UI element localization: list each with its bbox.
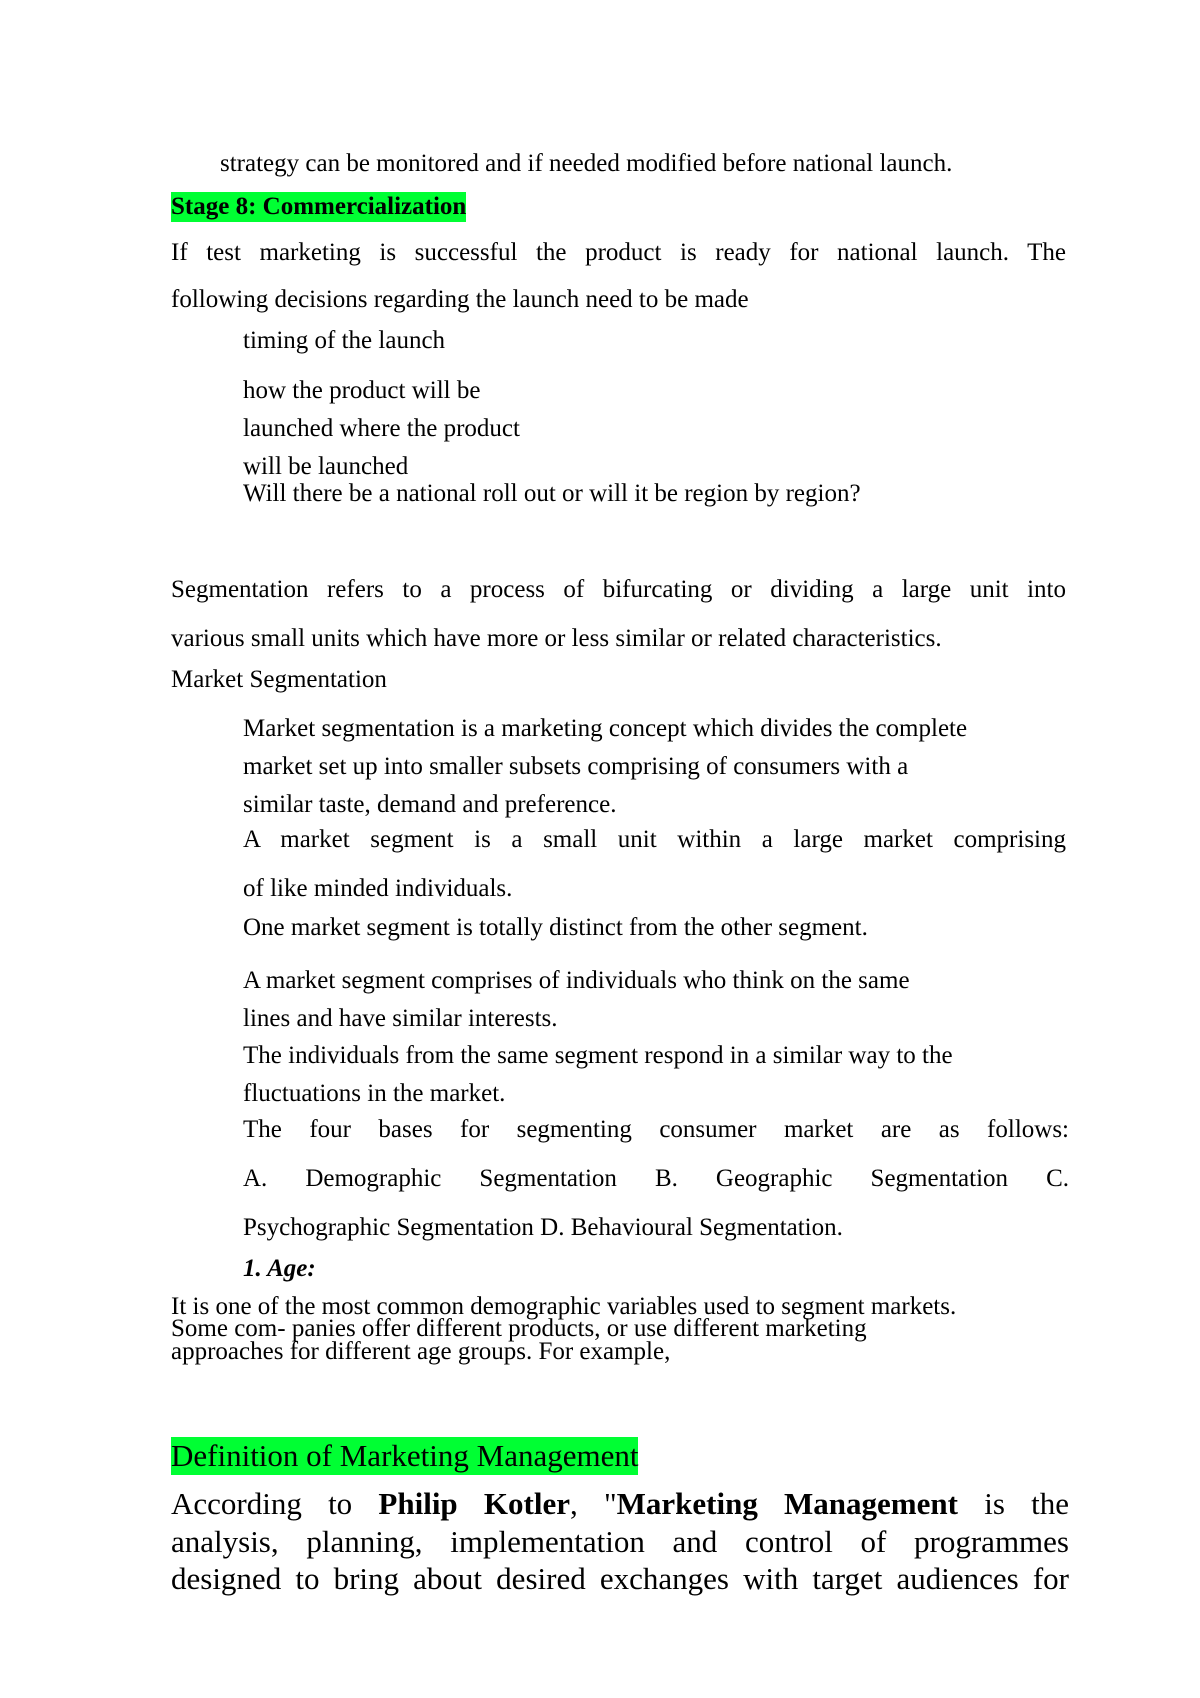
subheading-age: 1. Age: — [243, 1255, 316, 1282]
list-item: Will there be a national roll out or will it be region by region? — [243, 480, 861, 507]
text-line: A. Demographic Segmentation B. Geographic Segmentation C. — [243, 1165, 1069, 1192]
term-marketing-management: Marketing Management — [616, 1486, 958, 1521]
text-line: similar taste, demand and preference. — [243, 791, 617, 818]
author-name: Philip Kotler — [378, 1486, 570, 1521]
text-line: of like minded individuals. — [243, 875, 513, 902]
text-line: analysis, planning, implementation and control of programmes — [171, 1524, 1069, 1559]
text-line: If test marketing is successful the product is ready for national launch. The — [171, 239, 1066, 266]
list-item: timing of the launch — [243, 327, 446, 354]
text-line: A market segment comprises of individuals who think on the same — [243, 967, 910, 994]
text-line: strategy can be monitored and if needed modified before national launch. — [220, 150, 953, 177]
text-line: Some com- panies offer different products, or use different marketing — [171, 1315, 867, 1342]
text-line: Market segmentation is a marketing concept which divides the complete — [243, 715, 968, 742]
text-line — [171, 1485, 1069, 1523]
text-line: The four bases for segmenting consumer market are as follows: — [243, 1116, 1069, 1143]
list-item: how the product will be — [243, 377, 481, 404]
text-line: fluctuations in the market. — [243, 1080, 506, 1107]
list-item: launched where the product — [243, 415, 520, 442]
text-line: Psychographic Segmentation D. Behavioural Segmentation. — [243, 1214, 843, 1241]
text-line: One market segment is totally distinct from the other segment. — [243, 914, 868, 941]
section-heading-stage-8: Stage 8: Commercialization — [171, 193, 467, 220]
text-line: lines and have similar interests. — [243, 1005, 558, 1032]
list-item: will be launched — [243, 453, 409, 480]
text-line: A market segment is a small unit within a large market comprising — [243, 826, 1066, 853]
text-line: Segmentation refers to a process of bifurcating or dividing a large unit into — [171, 576, 1066, 603]
section-heading-definition: Definition of Marketing Management — [171, 1438, 639, 1473]
text-span: is the — [984, 1486, 1069, 1521]
text-line: market set up into smaller subsets comprising of consumers with a — [243, 753, 909, 780]
text-line: following decisions regarding the launch need to be made — [171, 286, 749, 313]
text-line: various small units which have more or less similar or related characteristics. — [171, 625, 942, 652]
text-line: It is one of the most common demographic variables used to segment markets. — [171, 1293, 957, 1320]
text-line: approaches for different age groups. For example, — [171, 1338, 671, 1365]
text-span: According to — [171, 1486, 353, 1521]
text-span: , " — [569, 1486, 617, 1521]
text-line: The individuals from the same segment respond in a similar way to the — [243, 1042, 953, 1069]
subheading-market-segmentation: Market Segmentation — [171, 666, 387, 693]
text-line: designed to bring about desired exchanges with target audiences for — [171, 1561, 1069, 1596]
